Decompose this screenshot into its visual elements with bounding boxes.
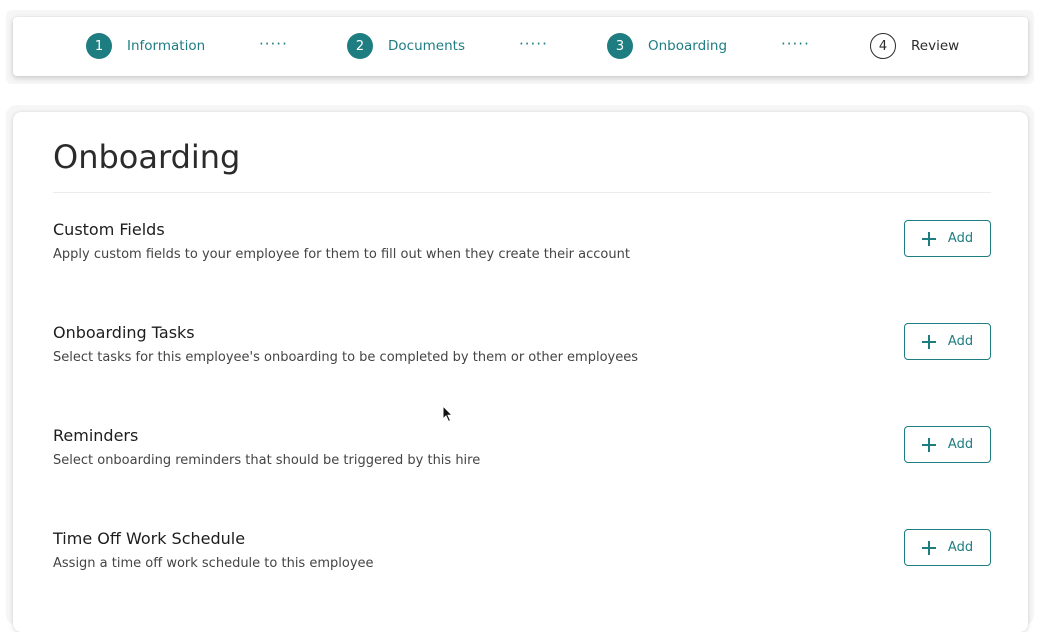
step-number-badge: 4 [870,33,896,59]
title-divider [53,192,991,193]
page-title: Onboarding [53,138,241,176]
plus-icon [922,541,936,555]
step-onboarding[interactable] [607,33,727,59]
section-title: Onboarding Tasks [53,323,195,342]
add-button-label: Add [947,540,974,555]
section-title: Custom Fields [53,220,165,239]
step-label: Onboarding [648,38,728,54]
step-separator: ····· [781,35,810,53]
section-description: Assign a time off work schedule to this employee [53,556,374,571]
add-custom-fields-button[interactable] [904,220,991,257]
step-label: Information [127,38,206,54]
step-label: Documents [388,38,465,54]
step-separator: ····· [259,35,288,53]
step-information[interactable] [86,33,205,59]
section-description: Apply custom fields to your employee for them to fill out when they create their account [53,247,630,262]
section-time-off-work-schedule [53,529,991,589]
section-description: Select tasks for this employee's onboarding to be completed by them or other employees [53,350,638,365]
step-number-badge: 3 [607,33,633,59]
add-reminders-button[interactable] [904,426,991,463]
add-time-off-schedule-button[interactable] [904,529,991,566]
section-title: Time Off Work Schedule [53,529,246,548]
plus-icon [922,232,936,246]
section-custom-fields [53,220,991,280]
step-documents[interactable] [347,33,465,59]
add-button-label: Add [947,231,974,246]
add-onboarding-tasks-button[interactable] [904,323,991,360]
section-reminders [53,426,991,486]
progress-stepper [13,17,1028,76]
mouse-cursor-icon [442,405,453,423]
step-number-badge: 2 [347,33,373,59]
add-button-label: Add [947,334,974,349]
section-description: Select onboarding reminders that should be triggered by this hire [53,453,481,468]
step-review[interactable] [870,33,959,59]
step-separator: ····· [519,35,548,53]
plus-icon [922,438,936,452]
section-title: Reminders [53,426,139,445]
step-label: Review [911,38,960,54]
plus-icon [922,335,936,349]
step-number-badge: 1 [86,33,112,59]
add-button-label: Add [947,437,974,452]
section-onboarding-tasks [53,323,991,383]
onboarding-card [13,112,1028,632]
